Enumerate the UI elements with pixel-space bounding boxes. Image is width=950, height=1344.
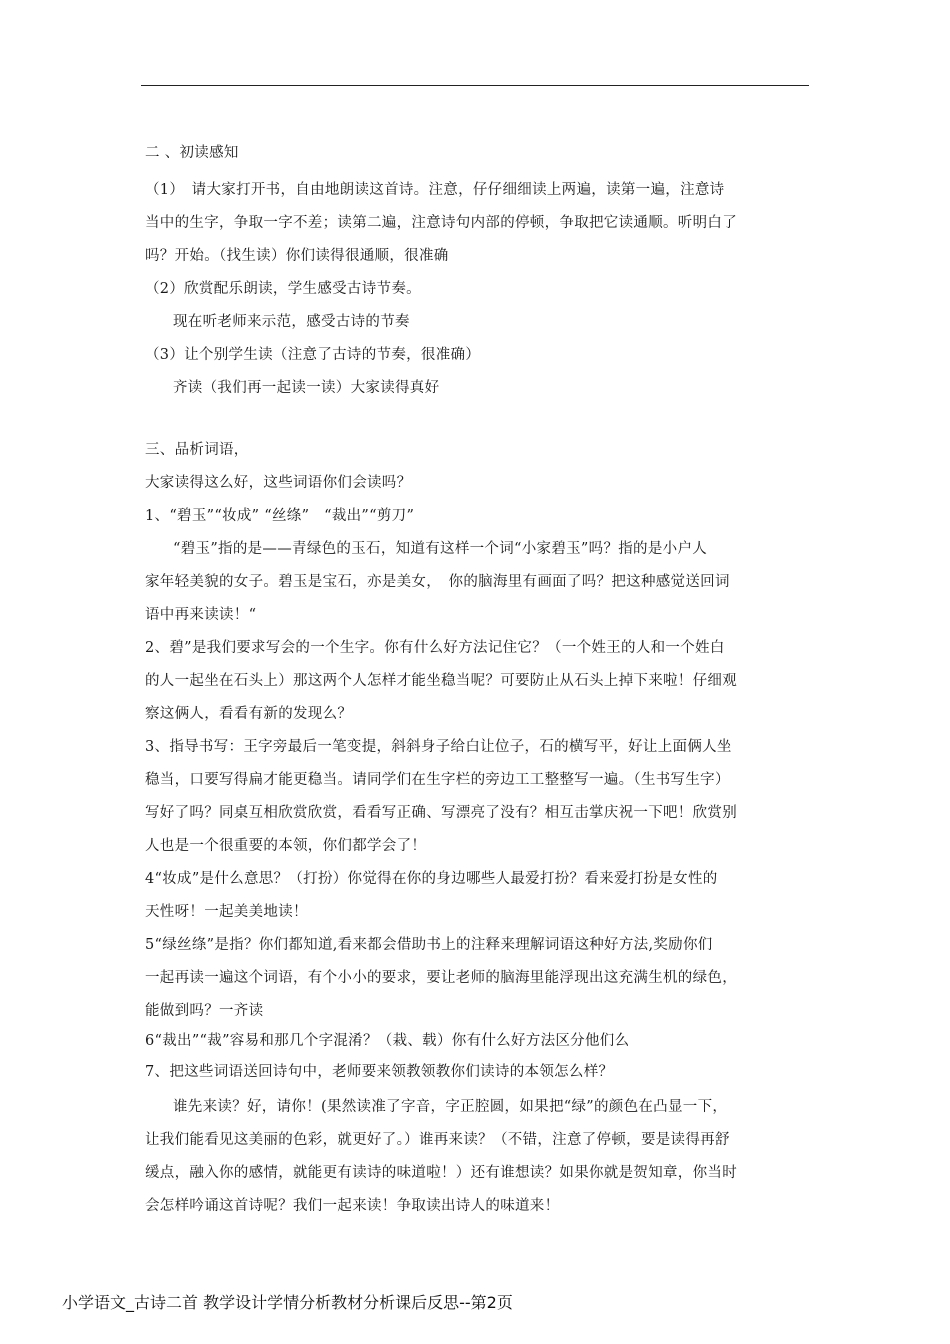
text-line: 天性呀！一起美美地读！: [145, 904, 308, 920]
text-line: “碧玉”指的是——青绿色的玉石，知道有这样一个词“小家碧玉”吗？指的是小户人: [173, 541, 708, 557]
text-line: 会怎样吟诵这首诗呢？我们一起来读！争取读出诗人的味道来！: [145, 1198, 560, 1214]
text-line: 现在听老师来示范，感受古诗的节奏: [173, 314, 410, 330]
text-line: 察这俩人，看看有新的发现么？: [145, 706, 353, 722]
text-line: 一起再读一遍这个词语，有个小小的要求，要让老师的脑海里能浮现出这充满生机的绿色，: [145, 970, 737, 986]
text-line: （3）让个别学生读（注意了古诗的节奏，很准确）: [145, 347, 481, 363]
text-line: 稳当，口要写得扁才能更稳当。请同学们在生字栏的旁边工工整整写一遍。（生书写生字）: [145, 772, 730, 788]
text-line: （2）欣赏配乐朗读，学生感受古诗节奏。: [145, 281, 421, 297]
text-line: 语中再来读读！“: [145, 607, 257, 623]
section-heading: 三、品析词语，: [145, 442, 249, 458]
text-line: 人也是一个很重要的本领，你们都学会了！: [145, 838, 427, 854]
section-heading: 二 、初读感知: [145, 145, 239, 161]
text-line: 当中的生字，争取一字不差；读第二遍，注意诗句内部的停顿，争取把它读通顺。听明白了: [145, 215, 737, 231]
page-footer: 小学语文_古诗二首 教学设计学情分析教材分析课后反思--第2页: [62, 1293, 513, 1312]
text-line: 2、碧”是我们要求写会的一个生字。你有什么好方法记住它？（一个姓王的人和一个姓白: [145, 640, 725, 656]
text-line: 让我们能看见这美丽的色彩，就更好了。）谁再来读？（不错，注意了停顿，要是读得再舒: [145, 1132, 730, 1148]
text-line: 吗？开始。（找生读）你们读得很通顺，很准确: [145, 248, 449, 264]
header-rule: [141, 85, 809, 86]
text-line: 4“妆成”是什么意思？（打扮）你觉得在你的身边哪些人最爱打扮？看来爱打扮是女性的: [145, 871, 718, 887]
text-line: 6“裁出”“裁”容易和那几个字混淆？（栽、载）你有什么好方法区分他们么: [145, 1033, 630, 1049]
text-line: 缓点，融入你的感情，就能更有读诗的味道啦！）还有谁想读？如果你就是贺知章，你当时: [145, 1165, 737, 1181]
text-line: 齐读（我们再一起读一读）大家读得真好: [173, 380, 440, 396]
text-line: 谁先来读？好，请你！(果然读准了字音，字正腔圆，如果把“绿”的颜色在凸显一下，: [173, 1099, 728, 1115]
text-line: 能做到吗？一齐读: [145, 1003, 264, 1019]
text-line: 写好了吗？同桌互相欣赏欣赏，看看写正确、写漂亮了没有？相互击掌庆祝一下吧！欣赏别: [145, 805, 737, 821]
text-line: 7、把这些词语送回诗句中，老师要来领教领教你们读诗的本领怎么样？: [145, 1064, 614, 1080]
text-line: 大家读得这么好，这些词语你们会读吗？: [145, 475, 412, 491]
text-line: 3、指导书写：王字旁最后一笔变提，斜斜身子给白让位子，石的横写平，好让上面俩人坐: [145, 739, 732, 755]
text-line: 家年轻美貌的女子。碧玉是宝石，亦是美女， 你的脑海里有画面了吗？把这种感觉送回词: [145, 574, 730, 590]
text-line: 1、“碧玉”“妆成” “丝绦” “裁出”“剪刀”: [145, 508, 415, 524]
text-line: （1） 请大家打开书，自由地朗读这首诗。注意，仔仔细细读上两遍，读第一遍，注意诗: [145, 182, 725, 198]
text-line: 5“绿丝绦”是指？你们都知道,看来都会借助书上的注释来理解词语这种好方法,奖励你们: [145, 937, 713, 953]
text-line: 的人一起坐在石头上）那这两个人怎样才能坐稳当呢？可要防止从石头上掉下来啦！仔细观: [145, 673, 737, 689]
